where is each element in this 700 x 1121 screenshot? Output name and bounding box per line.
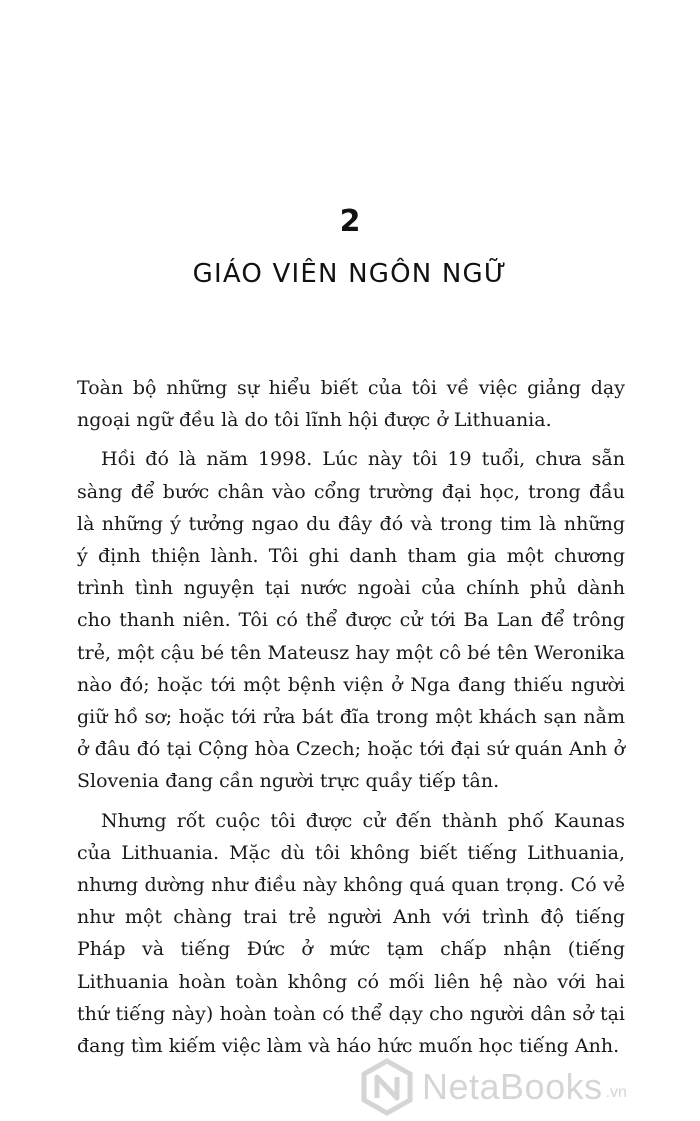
- watermark-suffix: .vn: [605, 1084, 627, 1101]
- netabooks-logo-icon: [358, 1058, 416, 1116]
- chapter-body: [77, 372, 625, 1069]
- paragraph: Nhưng rốt cuộc tôi được cử đến thành phố Kaunas của Lithuania. Mặc dù tôi không biết tiếng Lithuania, nhưng dường như điều này không quá quan trọng. Có vẻ như một chàng trai trẻ người Anh với trình độ tiếng Pháp và tiếng Đức ở mức tạm chấp nhận (tiếng Lithuania hoàn toàn không có mối liên hệ nào với hai thứ tiếng này) hoàn toàn có thể dạy cho người dân sở tại đang tìm kiếm việc làm và háo hức muốn học tiếng Anh.: [77, 809, 625, 1058]
- paragraph: Toàn bộ những sự hiểu biết của tôi về việc giảng dạy ngoại ngữ đều là do tôi lĩnh hội được ở Lithuania.: [77, 377, 625, 432]
- paragraph: Hồi đó là năm 1998. Lúc này tôi 19 tuổi, chưa sẵn sàng để bước chân vào cổng trường đại học, trong đầu là những ý tưởng ngao du đây đó và trong tim là những ý định thiện lành. Tôi ghi danh tham gia một chương trình tình nguyện tại nước ngoài của chính phủ dành cho thanh niên. Tôi có thể được cử tới Ba Lan để trông trẻ, một cậu bé tên Mateusz hay một cô bé tên Weronika nào đó; hoặc tới một bệnh viện ở Nga đang thiếu người giữ hồ sơ; hoặc tới rửa bát đĩa trong một khách sạn nằm ở đâu đó tại Cộng hòa Czech; hoặc tới đại sứ quán Anh ở Slovenia đang cần người trực quầy tiếp tân.: [77, 448, 625, 793]
- chapter-number: 2: [339, 204, 361, 239]
- watermark-text: NetaBooks: [422, 1066, 603, 1107]
- chapter-title: GIÁO VIÊN NGÔN NGỮ: [192, 259, 508, 289]
- netabooks-watermark: [358, 1058, 627, 1116]
